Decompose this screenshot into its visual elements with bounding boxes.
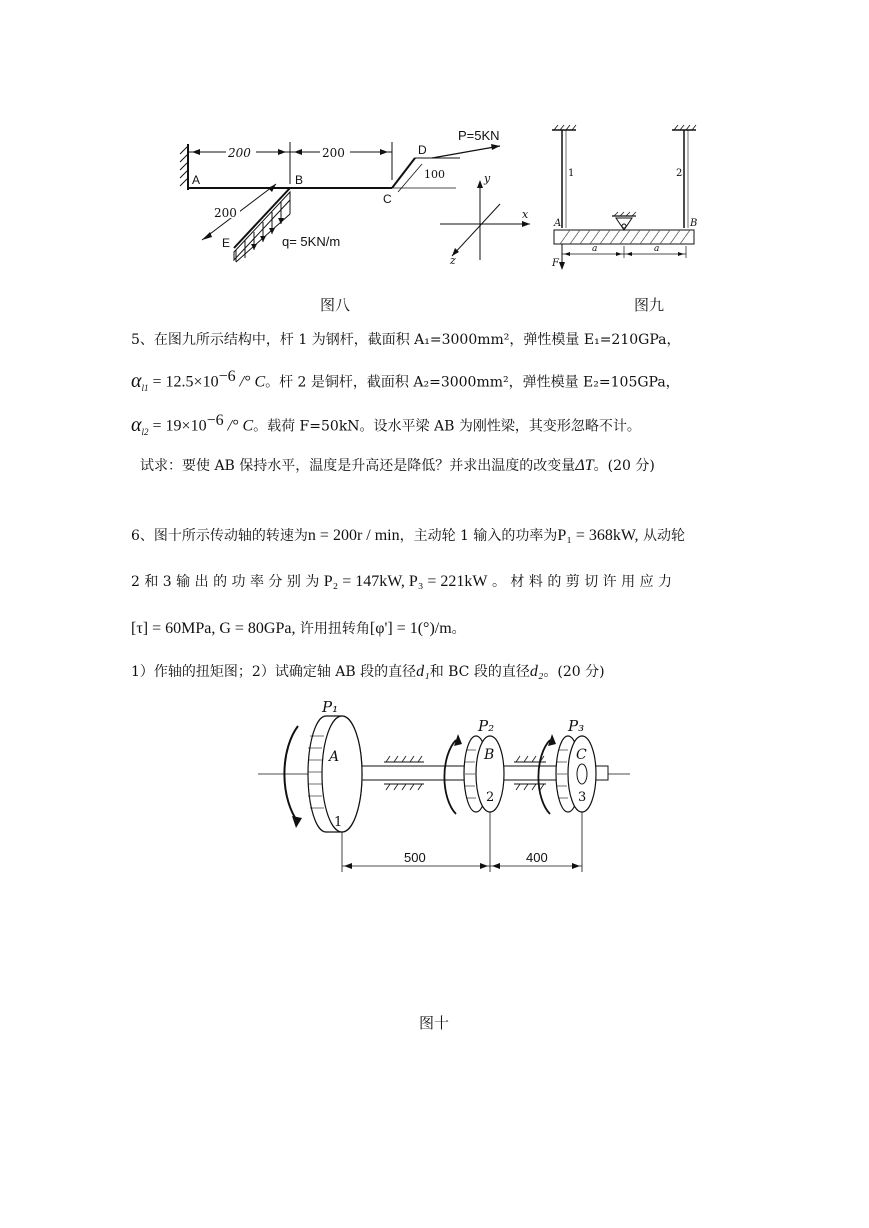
- q6-p2-p3: P₂ = 147kW, P₃ = 221kW: [323, 573, 488, 590]
- q6-line-1-text-c: 从动轮: [638, 528, 686, 544]
- fig10-dim-bc: 400: [526, 850, 548, 865]
- q5-line-2-rest: 。杆 2 是铜杆，截面积 A₂=3000mm²，弹性模量 E₂=105GPa，: [265, 374, 680, 391]
- q6-line-4-text-a: 1）作轴的扭矩图；2）试确定轴 AB 段的直径: [131, 664, 417, 680]
- fig9-dim-a1: a: [592, 244, 598, 254]
- fig9-rod-2-label: 2: [676, 168, 683, 179]
- q5-line-1-text: 5、在图九所示结构中，杆 1 为钢杆，截面积 A₁=3000mm²，弹性模量 E₁=210GPa，: [131, 332, 681, 348]
- q6-line-4: [131, 662, 605, 682]
- q5-line-4: [140, 456, 655, 476]
- q6-d2: d₂: [529, 663, 544, 680]
- q6-twist-angle: [φ'] = 1(°)/m: [369, 620, 452, 637]
- fig9-dim-a2: a: [654, 244, 660, 254]
- fig10-label-p2: P₂: [478, 717, 495, 735]
- fig8-axis-x: x: [522, 208, 529, 221]
- fig8-label-b: B: [295, 173, 304, 187]
- q5-alpha-l2-unit: /° C: [223, 417, 254, 435]
- q5-line-4-text-a: 试求：要使 AB 保持水平，温度是升高还是降低？并求出温度的改变量: [140, 458, 576, 474]
- q6-line-1-text-b: ，主动轮 1 输入的功率为: [399, 528, 558, 544]
- q6-line-1: [131, 526, 685, 546]
- fig8-label-a: A: [192, 173, 201, 187]
- q5-alpha-l2-exp: −6: [206, 412, 224, 429]
- q5-line-4-text-b: 。(20 分): [593, 458, 655, 474]
- q6-d1: d₁: [416, 663, 430, 680]
- fig8-load-p: P=5KN: [458, 128, 500, 143]
- fig10-dim-ab: 500: [404, 850, 426, 865]
- fig8-label-e: E: [222, 236, 231, 250]
- q6-line-2: [131, 572, 672, 592]
- q5-alpha-l1-unit: /° C: [235, 373, 266, 391]
- fig10-wheel-2-label: 2: [486, 790, 495, 805]
- q5-line-3-rest: 。载荷 F=50kN。设水平梁 AB 为刚性梁，其变形忽略不计。: [253, 418, 641, 435]
- fig10-label-a: A: [329, 749, 340, 765]
- q5-line-3: [131, 411, 641, 442]
- q6-line-3: [131, 619, 466, 639]
- fig10-wheel-3-label: 3: [578, 790, 587, 805]
- fig10-caption: 图十: [419, 1014, 450, 1032]
- fig8-label-c: C: [383, 192, 392, 206]
- fig8-dim-cd: 100: [424, 168, 445, 181]
- fig10-label-p3: P₃: [568, 717, 585, 735]
- fig10-label-b: B: [484, 747, 495, 763]
- fig8-load-q: q= 5KN/m: [282, 234, 341, 249]
- fig9-rod-1-label: 1: [568, 168, 575, 179]
- q5-alpha-l1-value: = 12.5×10: [148, 373, 219, 391]
- fig10-wheel-1-label: 1: [334, 815, 343, 830]
- figure-9-diagram: [546, 124, 706, 270]
- q5-alpha-l2-value: = 19×10: [148, 417, 207, 435]
- q5-line-2: [131, 367, 680, 398]
- q6-p1: P₁ = 368kW,: [557, 527, 639, 544]
- fig10-label-p1: P₁: [322, 698, 339, 716]
- q5-alpha-l2-sub: l2: [141, 426, 149, 437]
- q6-line-4-text-b: 和 BC 段的直径: [429, 664, 530, 680]
- q5-line-1: [131, 330, 680, 350]
- fig8-dim-be: 200: [214, 206, 237, 220]
- q6-line-3-text-a: 许用扭转角: [295, 621, 370, 637]
- fig8-axis-z: z: [450, 254, 456, 267]
- fig10-label-c: C: [576, 747, 587, 763]
- fig9-label-f: F: [552, 258, 559, 269]
- q6-stress-modulus: [τ] = 60MPa, G = 80GPa,: [131, 620, 296, 637]
- q6-line-1-text-a: 6、图十所示传动轴的转速为: [131, 528, 308, 544]
- q5-alpha-l1-sym: α: [131, 369, 142, 392]
- fig8-axis-y: y: [484, 172, 491, 185]
- q5-delta-t: ΔT: [575, 457, 594, 474]
- q5-alpha-l2-sym: α: [131, 413, 142, 436]
- fig9-label-b: B: [690, 218, 698, 229]
- fig8-caption: 图八: [320, 296, 351, 314]
- q6-speed: n = 200r / min: [307, 527, 400, 544]
- q5-alpha-l1-exp: −6: [218, 368, 236, 385]
- q6-line-2-text-a: 2 和 3 输 出 的 功 率 分 别 为: [131, 574, 320, 590]
- q5-alpha-l1: [131, 369, 149, 393]
- q6-line-2-text-b: 。 材 料 的 剪 切 许 用 应 力: [491, 574, 673, 590]
- fig9-caption: 图九: [634, 296, 665, 314]
- fig8-label-d: D: [418, 143, 427, 157]
- fig9-label-a: A: [554, 218, 562, 229]
- fig8-dim-bc: 200: [322, 146, 345, 160]
- q6-line-3-text-b: 。: [451, 621, 466, 637]
- q6-line-4-text-c: 。(20 分): [543, 664, 605, 680]
- fig8-dim-ab: 200: [228, 146, 251, 160]
- q5-alpha-l1-sub: l1: [141, 382, 149, 393]
- q5-alpha-l2: [131, 413, 149, 437]
